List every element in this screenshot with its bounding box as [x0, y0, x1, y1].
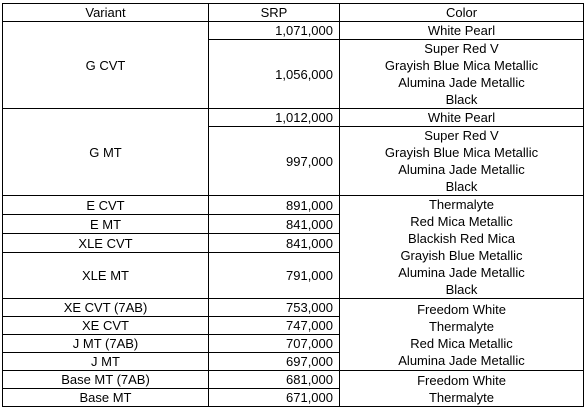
variant-cell: J MT: [3, 353, 209, 371]
srp-cell: 747,000: [209, 317, 340, 335]
color-name: Freedom White: [417, 301, 506, 317]
color-name: Grayish Blue Mica Metallic: [384, 145, 539, 160]
srp-cell: 1,056,000: [209, 40, 340, 109]
srp-cell: 997,000: [209, 127, 340, 196]
srp-cell: 841,000: [209, 215, 340, 234]
table-row: [3, 22, 584, 40]
table-row: [3, 299, 584, 317]
srp-cell: 697,000: [209, 353, 340, 371]
color-name: Super Red V: [424, 41, 499, 56]
color-cell: [340, 22, 584, 40]
srp-header: SRP: [209, 4, 340, 22]
variant-header: Variant: [3, 4, 209, 22]
color-cell: [340, 127, 584, 196]
color-cell: [340, 109, 584, 127]
color-cell: [340, 40, 584, 109]
color-name: Super Red V: [424, 128, 499, 143]
variant-cell: XE CVT (7AB): [3, 299, 209, 317]
color-cell: [340, 371, 584, 407]
color-name: Grayish Blue Mica Metallic: [384, 58, 539, 73]
color-name: Red Mica Metallic: [410, 335, 513, 351]
variant-cell: G CVT: [3, 22, 209, 109]
srp-cell: 791,000: [209, 253, 340, 299]
srp-cell: 1,012,000: [209, 109, 340, 127]
srp-cell: 841,000: [209, 234, 340, 253]
srp-cell: 707,000: [209, 335, 340, 353]
srp-cell: 891,000: [209, 196, 340, 215]
color-name: Alumina Jade Metallic: [398, 162, 525, 177]
color-name: Red Mica Metallic: [410, 214, 513, 229]
header-row: [3, 4, 584, 22]
srp-cell: 1,071,000: [209, 22, 340, 40]
color-name: Alumina Jade Metallic: [398, 352, 525, 368]
table-body: [3, 22, 584, 407]
color-name: Freedom White: [417, 372, 506, 388]
color-name: Blackish Red Mica: [408, 231, 515, 246]
table-row: [3, 371, 584, 389]
table-row: [3, 196, 584, 215]
variant-cell: XLE MT: [3, 253, 209, 299]
variant-cell: E CVT: [3, 196, 209, 215]
color-name: White Pearl: [427, 23, 496, 38]
color-name: Black: [445, 282, 478, 297]
srp-cell: 753,000: [209, 299, 340, 317]
color-name: Black: [445, 179, 478, 194]
color-name: Thermalyte: [428, 318, 495, 334]
variant-cell: J MT (7AB): [3, 335, 209, 353]
table-row: [3, 109, 584, 127]
variant-cell: Base MT: [3, 389, 209, 407]
variant-cell: XE CVT: [3, 317, 209, 335]
variant-cell: E MT: [3, 215, 209, 234]
srp-cell: 671,000: [209, 389, 340, 407]
variant-cell: G MT: [3, 109, 209, 196]
color-name: Alumina Jade Metallic: [398, 75, 525, 90]
color-name: Thermalyte: [428, 197, 495, 212]
color-name: White Pearl: [427, 110, 496, 125]
color-name: Black: [445, 92, 478, 107]
srp-cell: 681,000: [209, 371, 340, 389]
color-header: Color: [340, 4, 584, 22]
color-name: Thermalyte: [428, 389, 495, 405]
color-name: Alumina Jade Metallic: [398, 265, 525, 280]
color-cell: [340, 299, 584, 371]
color-cell: [340, 196, 584, 299]
variant-cell: XLE CVT: [3, 234, 209, 253]
color-name: Grayish Blue Metallic: [400, 248, 523, 263]
variant-cell: Base MT (7AB): [3, 371, 209, 389]
price-table: [2, 3, 584, 407]
